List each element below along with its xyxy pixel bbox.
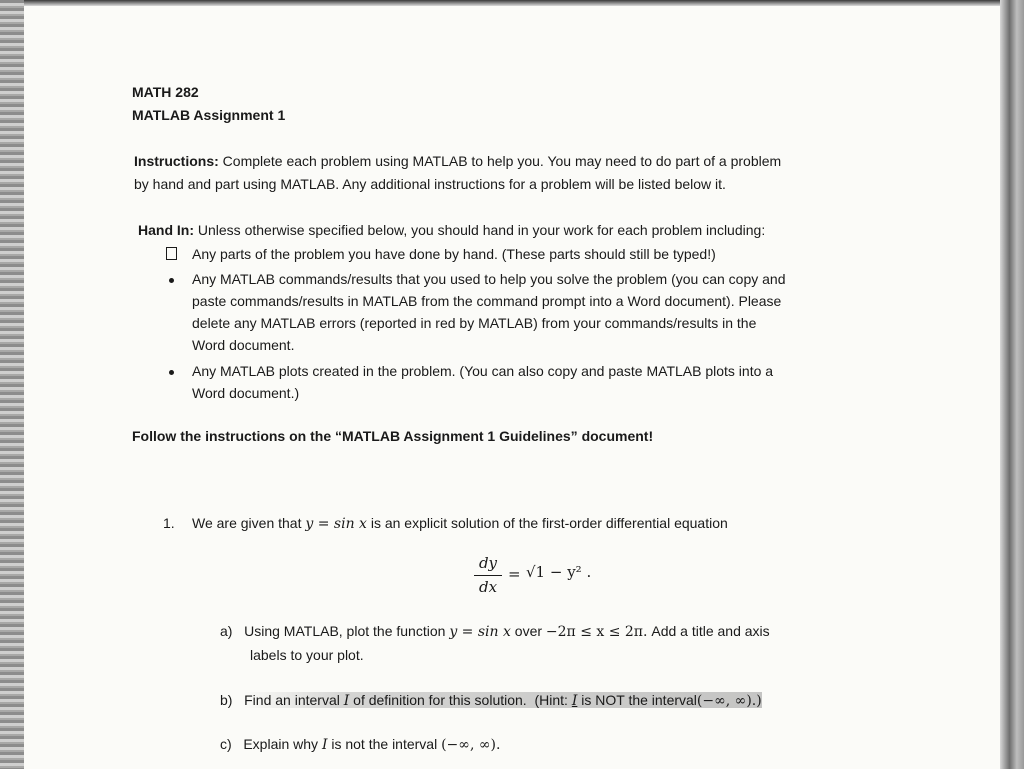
part-b-highlighted-text (244, 692, 762, 708)
part-c-text-2: is not the interval (331, 736, 438, 752)
part-a-text-2: over (514, 623, 543, 639)
equation-denominator: dx (478, 578, 498, 596)
hand-in-item-2-line-4: Word document. (192, 337, 295, 353)
part-a-line-2: labels to your plot. (250, 647, 364, 663)
hand-in-item-3-line-2: Word document.) (192, 385, 300, 401)
part-a-expr-1: y = sin x (449, 624, 511, 640)
part-a-expr-2: −2π ≤ x ≤ 2π. (545, 624, 648, 640)
problem-1-statement (192, 513, 728, 534)
problem-1-expr: y = sin x (305, 516, 367, 532)
instructions-line-1 (134, 151, 781, 171)
assignment-title: MATLAB Assignment 1 (132, 107, 286, 123)
hand-in-text: Unless otherwise specified below, you should hand in your work for each problem including: (197, 222, 766, 238)
equation-equals: = (508, 565, 521, 583)
hand-in-item-2-line-2: paste commands/results in MATLAB from the command prompt into a Word document). Please (192, 293, 782, 309)
problem-1-number: 1. (163, 515, 175, 531)
part-b-I-2: I (571, 693, 578, 709)
part-c-interval: (−∞, ∞). (441, 737, 501, 753)
instructions-text-2: by hand and part using MATLAB. Any additional instructions for a problem will be listed below it. (134, 176, 726, 192)
equation-rhs: √1 − y² . (526, 563, 592, 581)
follow-guidelines-note: Follow the instructions on the “MATLAB Assignment 1 Guidelines” document! (132, 428, 654, 444)
part-c (220, 734, 500, 755)
part-b (220, 690, 762, 711)
equation-numerator: dy (478, 554, 498, 572)
part-b-text-3: is NOT the interval (581, 692, 697, 708)
bullet-icon (169, 370, 174, 375)
part-b-text-2: of definition for this solution. (353, 692, 527, 708)
hand-in-item-1: Any parts of the problem you have done by hand. (These parts should still be typed!) (192, 246, 716, 262)
instructions-text-1: Complete each problem using MATLAB to help you. You may need to do part of a problem (222, 153, 782, 169)
hand-in-intro (138, 220, 765, 240)
part-b-I: I (343, 693, 350, 709)
part-b-text-1: Find an interval (244, 692, 340, 708)
hand-in-item-2-line-1: Any MATLAB commands/results that you used to help you solve the problem (you can copy and (192, 271, 786, 287)
part-c-I: I (321, 737, 328, 753)
part-c-text-1: Explain why (243, 736, 319, 752)
course-title: MATH 282 (132, 84, 199, 100)
hand-in-item-3-line-1: Any MATLAB plots created in the problem. (You can also copy and paste MATLAB plots into a (192, 363, 774, 379)
hand-in-item-2-line-3: delete any MATLAB errors (reported in red by MATLAB) from your commands/results in the (192, 315, 757, 331)
problem-1-text-before: We are given that (192, 515, 302, 531)
part-b-interval: (−∞, ∞).) (696, 693, 762, 709)
square-bullet-icon (166, 247, 177, 260)
part-a-label: a) (220, 623, 233, 639)
paper-page (24, 6, 1000, 769)
part-c-label: c) (220, 736, 232, 752)
part-a-text-1: Using MATLAB, plot the function (244, 623, 446, 639)
problem-1-text-after: is an explicit solution of the first-order differential equation (370, 515, 728, 531)
instructions-label: Instructions: (134, 153, 219, 169)
hand-in-label: Hand In: (138, 222, 194, 238)
fraction-bar (474, 575, 502, 576)
part-a-line-1 (220, 621, 770, 642)
scan-edge-right (1000, 0, 1024, 769)
part-b-label: b) (220, 692, 233, 708)
bullet-icon (169, 278, 174, 283)
scan-edge-left (0, 0, 24, 769)
part-a-text-3: Add a title and axis (651, 623, 770, 639)
part-b-hint: (Hint: (534, 692, 568, 708)
